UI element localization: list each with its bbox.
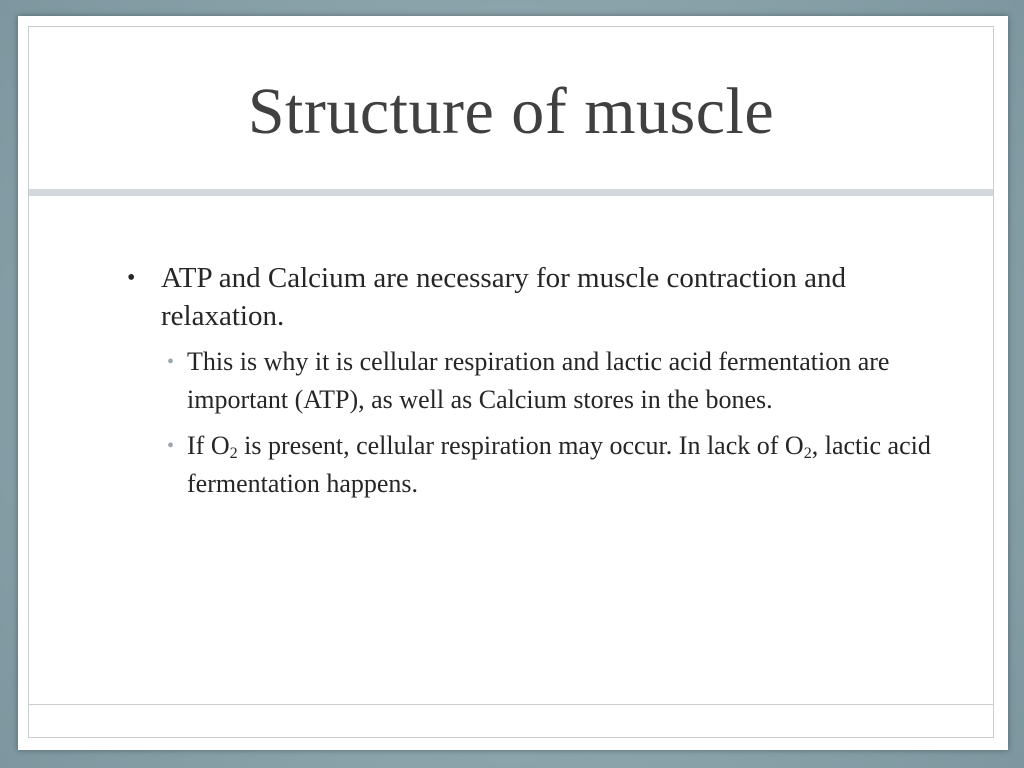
sub-bullet-text-part: , lactic acid fermentation happens. bbox=[187, 431, 931, 498]
slide bbox=[18, 16, 1008, 750]
sub-bullet-marker: • bbox=[167, 351, 175, 373]
title-divider bbox=[29, 189, 993, 196]
sub-bullet-item bbox=[121, 427, 931, 503]
sub-bullet-marker: • bbox=[167, 435, 175, 457]
title-area bbox=[29, 27, 993, 192]
sub-bullet-text-part: is present, cellular respiration may occur. In lack of O bbox=[237, 431, 804, 460]
footer-divider bbox=[29, 704, 993, 705]
subscript: 2 bbox=[229, 445, 238, 463]
sub-bullet-list bbox=[121, 343, 931, 503]
bullet-marker: • bbox=[127, 265, 136, 291]
slide-body bbox=[121, 259, 931, 511]
slide-title: Structure of muscle bbox=[247, 74, 775, 148]
bullet-item bbox=[121, 259, 931, 335]
subscript: 2 bbox=[803, 445, 812, 463]
sub-bullet-text-part: If O bbox=[187, 431, 230, 460]
slide-inner-frame bbox=[28, 26, 994, 738]
bullet-text: ATP and Calcium are necessary for muscle contraction and relaxation. bbox=[161, 262, 847, 332]
sub-bullet-item bbox=[121, 343, 931, 419]
sub-bullet-text: This is why it is cellular respiration and lactic acid fermentation are important (ATP), as well as Calcium stores in the bones. bbox=[187, 347, 890, 414]
